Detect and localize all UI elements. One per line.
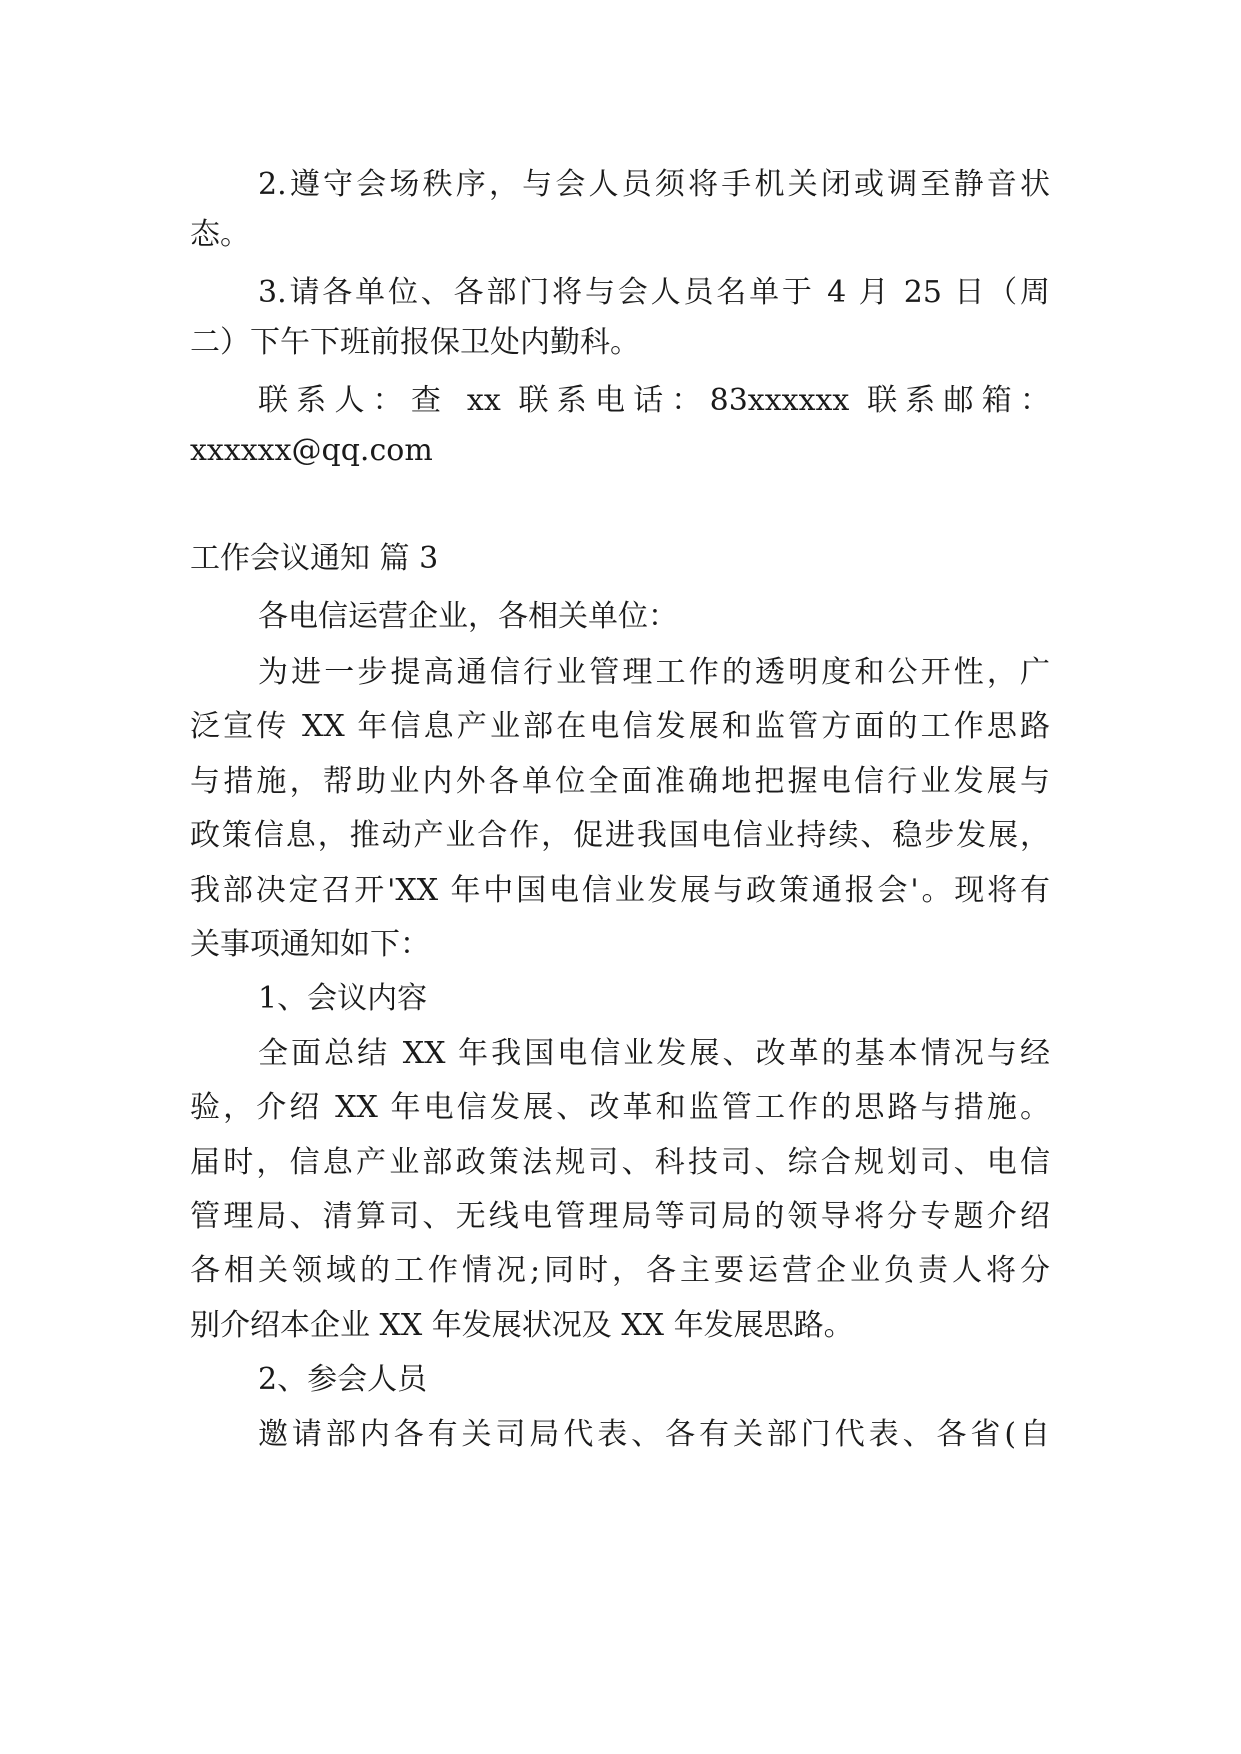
section-heading: 1、会议内容 xyxy=(258,981,428,1016)
paragraph-line: 全面总结 XX 年我国电信业发展、改革的基本情况与经 xyxy=(258,1036,1050,1071)
paragraph-line: 邀请部内各有关司局代表、各有关部门代表、各省(自 xyxy=(258,1417,1050,1452)
paragraph-line: 各相关领域的工作情况;同时，各主要运营企业负责人将分 xyxy=(190,1253,1050,1288)
paragraph-line: 验，介绍 XX 年电信发展、改革和监管工作的思路与措施。 xyxy=(190,1090,1050,1125)
contact-email: xxxxxx@qq.com xyxy=(190,433,433,468)
paragraph-line: 政策信息，推动产业合作，促进我国电信业持续、稳步发展， xyxy=(190,818,1050,853)
paragraph-line: 2.遵守会场秩序，与会人员须将手机关闭或调至静音状 xyxy=(258,167,1050,202)
paragraph-line: 我部决定召开'XX 年中国电信业发展与政策通报会'。现将有 xyxy=(190,873,1050,908)
section-title: 工作会议通知 篇 3 xyxy=(190,541,439,576)
paragraph-line: 别介绍本企业 XX 年发展状况及 XX 年发展思路。 xyxy=(190,1308,854,1343)
section-heading: 2、参会人员 xyxy=(258,1362,428,1397)
paragraph-line: 3.请各单位、各部门将与会人员名单于 4 月 25 日（周 xyxy=(258,275,1050,310)
paragraph-line: 管理局、清算司、无线电管理局等司局的领导将分专题介绍 xyxy=(190,1199,1050,1234)
paragraph-line: 届时，信息产业部政策法规司、科技司、综合规划司、电信 xyxy=(190,1145,1050,1180)
paragraph-line: 态。 xyxy=(190,217,250,252)
paragraph-line: 泛宣传 XX 年信息产业部在电信发展和监管方面的工作思路 xyxy=(190,709,1050,744)
contact-line: 联系人：查 xx 联系电话：83xxxxxx 联系邮箱： xyxy=(258,383,1050,418)
salutation: 各电信运营企业，各相关单位： xyxy=(258,599,678,634)
paragraph-line: 与措施，帮助业内外各单位全面准确地把握电信行业发展与 xyxy=(190,764,1050,799)
paragraph-line: 为进一步提高通信行业管理工作的透明度和公开性，广 xyxy=(258,655,1050,690)
paragraph-line: 关事项通知如下： xyxy=(190,927,430,962)
paragraph-line: 二）下午下班前报保卫处内勤科。 xyxy=(190,325,640,360)
